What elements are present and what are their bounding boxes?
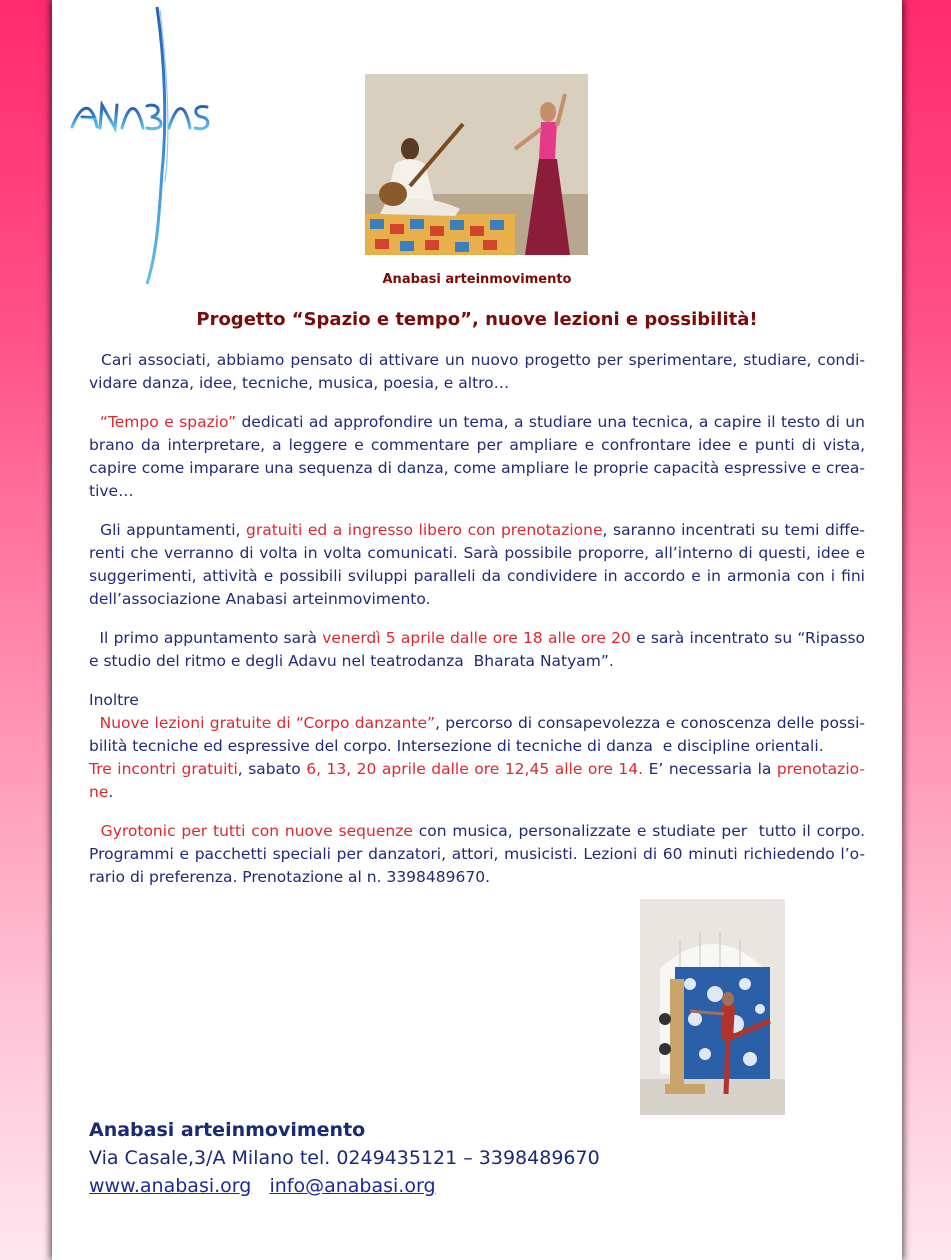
headline: Progetto “Spazio e tempo”, nuove lezioni e possibilità! — [196, 309, 758, 330]
highlight-text: “Tempo e spazio” — [89, 413, 236, 431]
footer-name: Anabasi arteinmovimento — [89, 1119, 366, 1141]
body-text — [89, 349, 865, 905]
paragraph-appointments — [89, 519, 865, 611]
highlight-text: gratuiti ed a ingresso libero con prenotazione — [245, 521, 603, 539]
gyrotonic-photo — [640, 899, 785, 1115]
paragraph-text: . — [108, 783, 114, 801]
flyer-page — [52, 0, 902, 1260]
highlight-text: Gyrotonic per tutti con nuove sequenze — [89, 822, 413, 840]
paragraph-tempo-spazio — [89, 411, 865, 503]
highlight-text: prenotazio-ne — [89, 760, 865, 801]
paragraph-free-meetings — [89, 758, 865, 804]
email-link[interactable]: info@anabasi.org — [269, 1175, 436, 1197]
paragraph-text: e sarà incentrato su “Ripasso e studio del ritmo e degli Adavu nel teatrodanza Bharata Natyam”. — [89, 629, 866, 670]
dance-photo — [365, 74, 588, 255]
highlight-text: Tre incontri gratuiti — [89, 760, 238, 778]
image-caption: Anabasi arteinmovimento — [382, 272, 572, 287]
paragraph-text: Cari associati, abbiamo pensato di attivare un nuovo progetto per sperimentare, studiare, condi-vidare danza, idee, tecniche, musica, poesia, e altro… — [89, 351, 865, 392]
highlight-text: venerdì 5 aprile dalle ore 18 alle ore 20 — [322, 629, 631, 647]
paragraph-text: con musica, personalizzate e studiate per tutto il corpo. Programmi e pacchetti speciali per danzatori, attori, musicisti. Lezioni di 60 minuti richiedendo l’o-rario di preferenza. Prenotazione al n. 3398489670. — [89, 822, 865, 886]
paragraph-text: , percorso di consapevolezza e conoscenza delle possi-bilità tecniche ed espressive del corpo. Intersezione di tecniche di danza e discipline orientali. — [89, 714, 865, 755]
website-link[interactable]: www.anabasi.org — [89, 1175, 252, 1197]
paragraph-text: , sabato — [237, 760, 307, 778]
paragraph-text: , saranno incentrati su temi diffe-renti che verranno di volta in volta comunicati. Sarà possibile proporre, all’interno di questi, idee e suggerimenti, attività e possibili sviluppi paralleli da condividere in accordo e in armonia con i fini dell’associazione Anabasi arteinmovimento. — [89, 521, 865, 608]
paragraph-text: E’ necessaria la — [643, 760, 777, 778]
paragraph-first-appointment — [89, 627, 865, 673]
footer-links — [89, 1172, 600, 1200]
paragraph-text: Inoltre — [89, 691, 139, 709]
inoltre-label — [89, 689, 865, 712]
paragraph-gyrotonic — [89, 820, 865, 889]
anabasi-logo — [67, 2, 227, 287]
paragraph-text: Il primo appuntamento sarà — [89, 629, 323, 647]
paragraph-text: Gli appuntamenti, — [89, 521, 246, 539]
highlight-text: 6, 13, 20 aprile dalle ore 12,45 alle ore 14. — [306, 760, 644, 778]
paragraph-corpo-danzante — [89, 712, 865, 758]
highlight-text: Nuove lezioni gratuite di “Corpo danzante” — [89, 714, 436, 732]
footer — [89, 1116, 600, 1200]
paragraph-text: dedicati ad approfondire un tema, a studiare una tecnica, a capire il testo di un brano da interpretare, a leggere e commentare per ampliare e confrontare idee e punti di vista, capire come imparare una sequenza di danza, come ampliare le proprie capacità espressive e crea-tive… — [89, 413, 865, 500]
footer-address: Via Casale,3/A Milano tel. 0249435121 – 3398489670 — [89, 1147, 600, 1169]
paragraph-intro — [89, 349, 865, 395]
